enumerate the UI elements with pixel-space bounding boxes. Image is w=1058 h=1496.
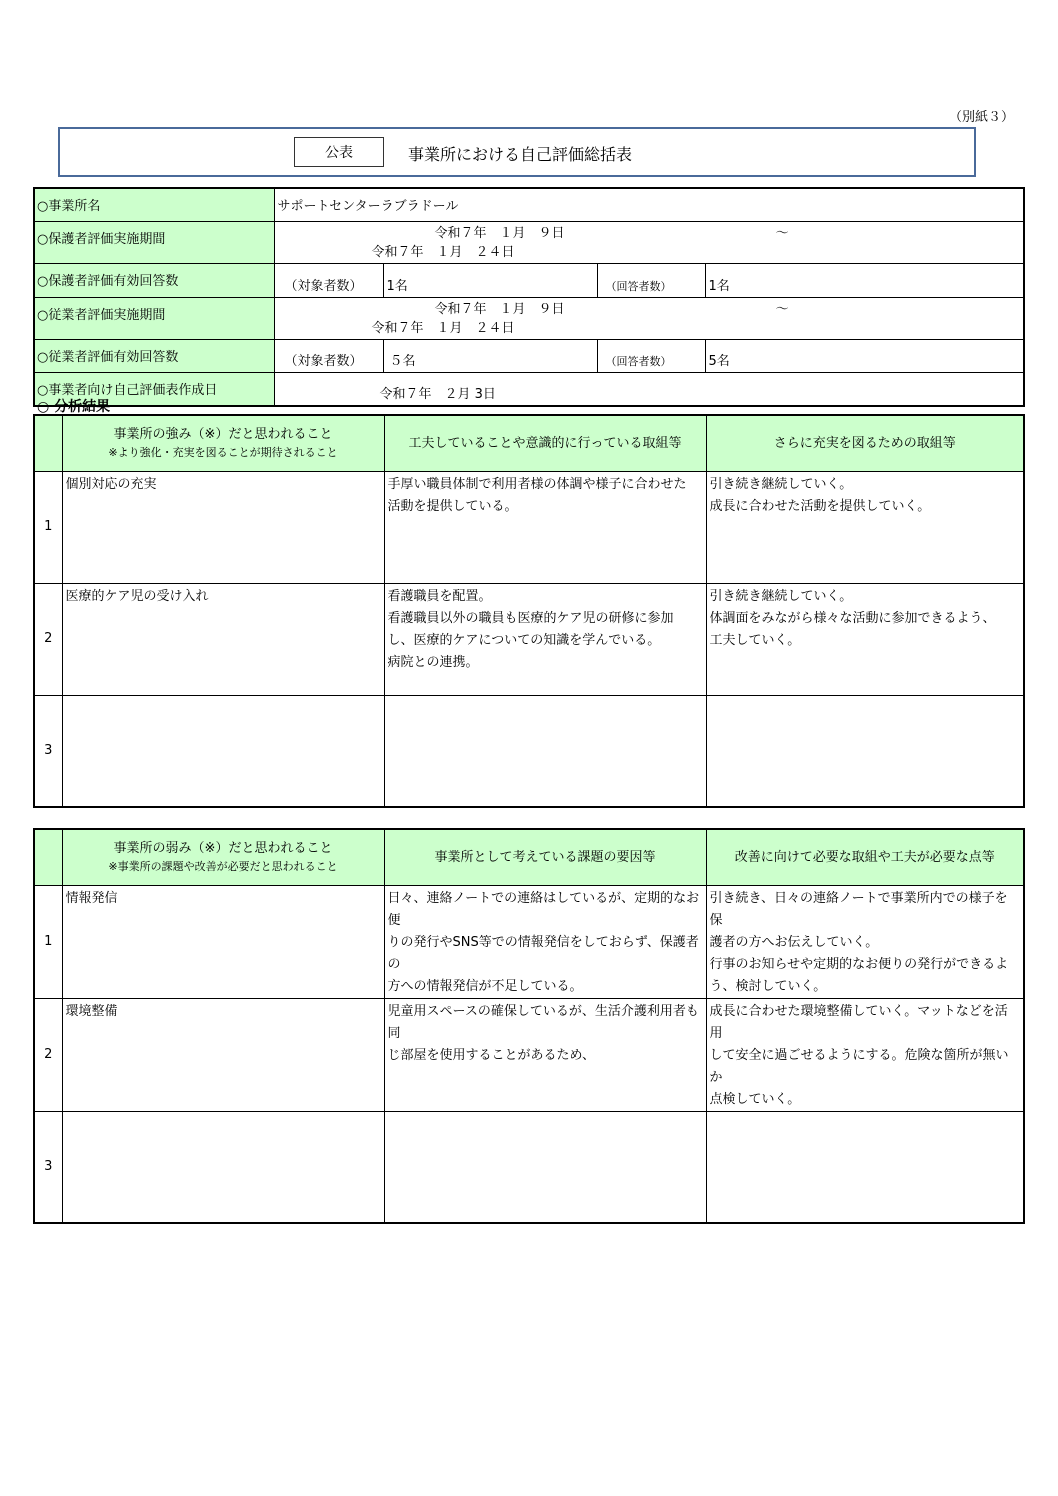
item-action bbox=[706, 583, 1024, 695]
item-reason bbox=[384, 583, 706, 695]
row-number: 1 bbox=[34, 471, 62, 583]
cell-line: 看護職員を配置。 bbox=[387, 588, 492, 604]
cell-line: う、検討していく。 bbox=[709, 978, 827, 994]
strengths-num-header bbox=[34, 415, 62, 471]
table-row bbox=[34, 471, 1024, 583]
guardian-answer-value: 1名 bbox=[705, 264, 1024, 298]
staff-period-separator: ～ bbox=[775, 301, 789, 317]
item-reason bbox=[384, 885, 706, 998]
guardian-period-label: ○保護者評価実施期間 bbox=[34, 222, 274, 264]
item-title: 個別対応の充実 bbox=[62, 471, 384, 583]
cell-line: 方への情報発信が不足している。 bbox=[387, 978, 583, 994]
item-action bbox=[706, 885, 1024, 998]
guardian-target-label: （対象者数） bbox=[274, 264, 383, 298]
staff-answer-label: （回答者数） bbox=[597, 339, 705, 373]
weaknesses-header-col2: 事業所として考えている課題の要因等 bbox=[384, 829, 706, 885]
item-title: 医療的ケア児の受け入れ bbox=[62, 583, 384, 695]
cell-line: 点検していく。 bbox=[709, 1091, 801, 1107]
table-row bbox=[34, 1111, 1024, 1223]
public-label: 公表 bbox=[294, 137, 384, 167]
cell-line: 日々、連絡ノートでの連絡はしているが、定期的なお便 bbox=[387, 890, 700, 928]
cell-line: 病院との連携。 bbox=[387, 654, 479, 670]
staff-period-end: 令和７年 １月 ２４日 bbox=[371, 320, 515, 336]
office-name-label: ○事業所名 bbox=[34, 188, 274, 222]
staff-period-value bbox=[274, 297, 1024, 339]
item-action bbox=[706, 695, 1024, 807]
item-title: 環境整備 bbox=[62, 998, 384, 1111]
row-number: 1 bbox=[34, 885, 62, 998]
table-row bbox=[34, 583, 1024, 695]
item-action bbox=[706, 471, 1024, 583]
item-reason bbox=[384, 471, 706, 583]
row-number: 2 bbox=[34, 583, 62, 695]
cell-line: 引き続き継続していく。 bbox=[709, 476, 853, 492]
item-title: 情報発信 bbox=[62, 885, 384, 998]
created-date-label: ○事業者向け自己評価表作成日 bbox=[34, 373, 274, 407]
guardian-answer-label: （回答者数） bbox=[597, 264, 705, 298]
cell-line: 手厚い職員体制で利用者様の体調や様子に合わせた bbox=[387, 476, 687, 492]
item-title bbox=[62, 695, 384, 807]
guardian-target-value: 1名 bbox=[383, 264, 597, 298]
staff-target-label: （対象者数） bbox=[274, 339, 383, 373]
item-action bbox=[706, 1111, 1024, 1223]
item-reason bbox=[384, 695, 706, 807]
item-title bbox=[62, 1111, 384, 1223]
table-row bbox=[34, 998, 1024, 1111]
weaknesses-header-col3: 改善に向けて必要な取組や工夫が必要な点等 bbox=[706, 829, 1024, 885]
cell-line: 護者の方へお伝えしていく。 bbox=[709, 934, 879, 950]
cell-line: りの発行やSNS等での情報発信をしておらず、保護者の bbox=[387, 934, 699, 972]
guardian-period-separator: ～ bbox=[775, 226, 789, 241]
cell-line: 引き続き継続していく。 bbox=[709, 588, 853, 604]
guardian-responses-label: ○保護者評価有効回答数 bbox=[34, 264, 274, 298]
table-row bbox=[34, 695, 1024, 807]
guardian-period-value bbox=[274, 222, 1024, 264]
cell-line: 成長に合わせた環境整備していく。マットなどを活用 bbox=[709, 1003, 1008, 1041]
strengths-header-col1: 事業所の強み（※）だと思われること ※より強化・充実を図ることが期待されること bbox=[62, 415, 384, 471]
weaknesses-table bbox=[33, 828, 1025, 1224]
row-number: 3 bbox=[34, 695, 62, 807]
row-number: 2 bbox=[34, 998, 62, 1111]
cell-line: 行事のお知らせや定期的なお便りの発行ができるよ bbox=[709, 956, 1009, 972]
cell-line: 体調面をみながら様々な活動に参加できるよう、 bbox=[709, 610, 996, 626]
strengths-table bbox=[33, 414, 1025, 808]
guardian-period-end: 令和７年 １月 ２４日 bbox=[371, 245, 515, 260]
item-reason bbox=[384, 998, 706, 1111]
info-table bbox=[33, 187, 1025, 407]
appendix-note: （別紙３） bbox=[948, 110, 1014, 125]
cell-line: 看護職員以外の職員も医療的ケア児の研修に参加 bbox=[387, 610, 674, 626]
staff-target-value: ５名 bbox=[383, 339, 597, 373]
cell-line: 成長に合わせた活動を提供していく。 bbox=[709, 498, 931, 514]
office-name-value: サポートセンターラブラドール bbox=[274, 188, 1024, 222]
weaknesses-num-header bbox=[34, 829, 62, 885]
staff-responses-label: ○従業者評価有効回答数 bbox=[34, 339, 274, 373]
page-title: 事業所における自己評価総括表 bbox=[408, 145, 633, 164]
item-reason bbox=[384, 1111, 706, 1223]
cell-line: し、医療的ケアについての知識を学んでいる。 bbox=[387, 632, 661, 648]
table-row bbox=[34, 885, 1024, 998]
title-frame bbox=[58, 127, 976, 177]
guardian-period-start: 令和７年 １月 ９日 bbox=[434, 226, 565, 241]
strengths-header-col2: 工夫していることや意識的に行っている取組等 bbox=[384, 415, 706, 471]
weaknesses-header-col1: 事業所の弱み（※）だと思われること ※事業所の課題や改善が必要だと思われること bbox=[62, 829, 384, 885]
strengths-header-col3: さらに充実を図るための取組等 bbox=[706, 415, 1024, 471]
staff-answer-value: 5名 bbox=[705, 339, 1024, 373]
item-action bbox=[706, 998, 1024, 1111]
cell-line: して安全に過ごせるようにする。危険な箇所が無いか bbox=[709, 1047, 1009, 1085]
cell-line: 活動を提供している。 bbox=[387, 498, 518, 514]
cell-line: じ部屋を使用することがあるため、 bbox=[387, 1047, 595, 1063]
row-number: 3 bbox=[34, 1111, 62, 1223]
cell-line: 工夫していく。 bbox=[709, 632, 801, 648]
staff-period-label: ○従業者評価実施期間 bbox=[34, 297, 274, 339]
analysis-title: ○ 分析結果 bbox=[37, 399, 111, 415]
cell-line: 児童用スペースの確保しているが、生活介護利用者も同 bbox=[387, 1003, 699, 1041]
staff-period-start: 令和７年 １月 ９日 bbox=[434, 301, 565, 317]
cell-line: 引き続き、日々の連絡ノートで事業所内での様子を保 bbox=[709, 890, 1008, 928]
created-date-value: 令和７年 ２月 3日 bbox=[274, 373, 1024, 407]
